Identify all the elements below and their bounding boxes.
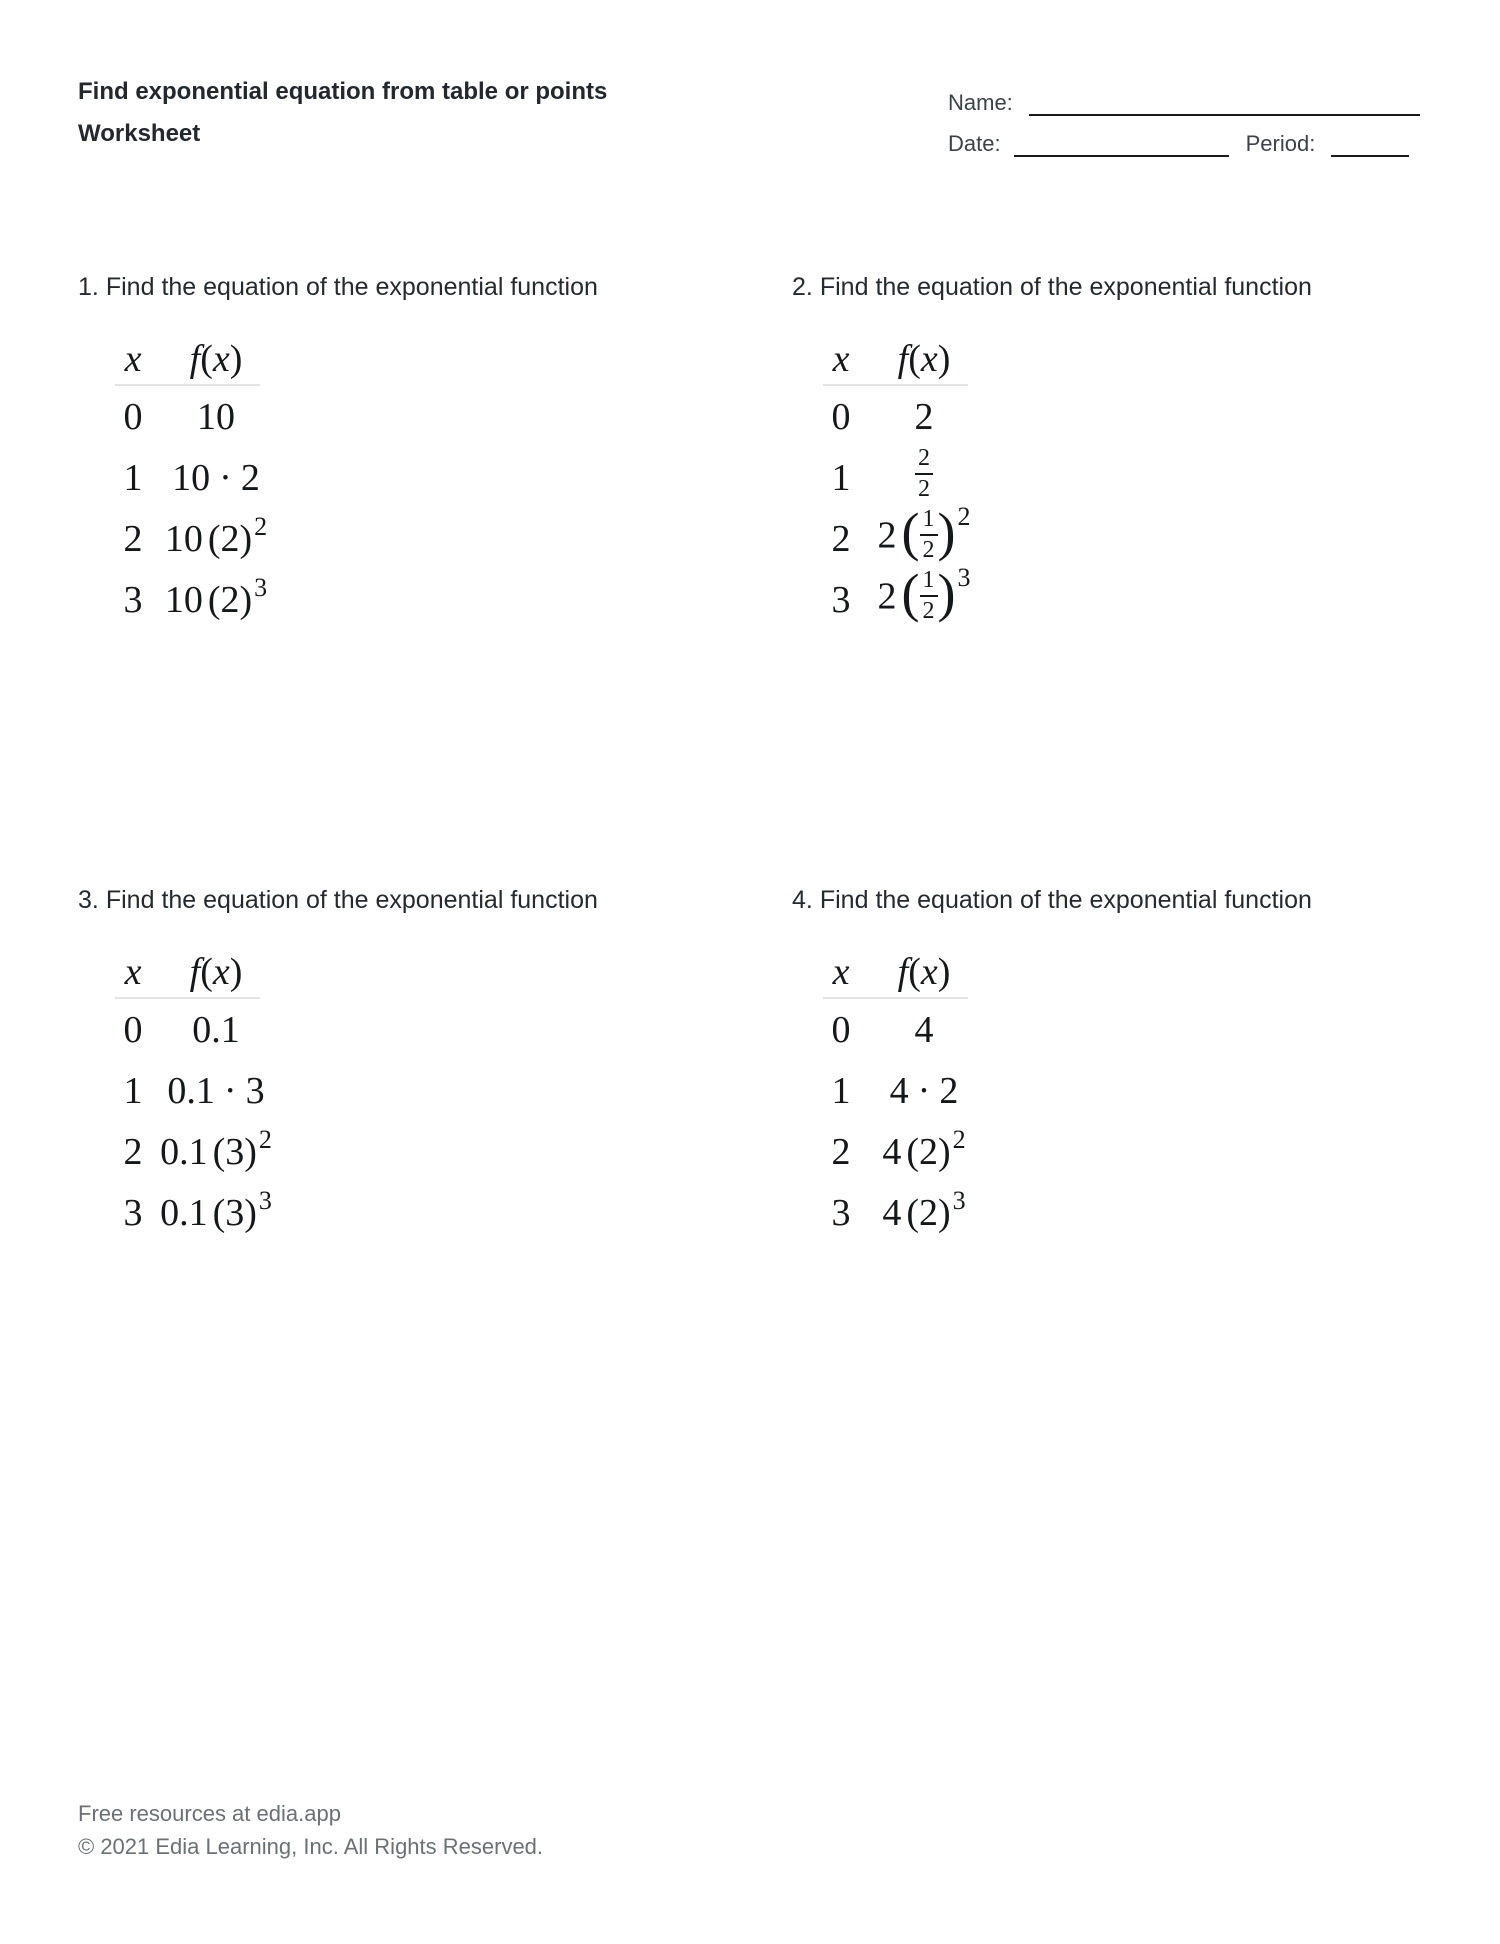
table-header — [823, 334, 968, 386]
table-header — [115, 334, 260, 386]
cell-fx-value: 4 (2)3 — [882, 1185, 966, 1234]
table-body — [823, 386, 1472, 630]
table-header-x: x — [124, 951, 142, 993]
cell-fx-value: 10 — [197, 395, 235, 438]
cell-x-value: 0 — [831, 1008, 851, 1051]
table-body — [115, 999, 758, 1243]
table-row — [823, 1182, 1472, 1243]
name-field — [948, 90, 1420, 116]
function-table — [823, 947, 1472, 1243]
table-row — [823, 1060, 1472, 1121]
footer-copyright-text: © 2021 Edia Learning, Inc. All Rights Reserved. — [78, 1834, 544, 1859]
cell-fx-value: 4 — [914, 1008, 934, 1051]
question-heading — [792, 272, 1472, 302]
cell-x-value: 3 — [123, 578, 143, 621]
page-footer — [78, 1797, 543, 1863]
cell-x-value: 1 — [831, 1069, 851, 1112]
cell-fx-value: 0.1 (3)3 — [160, 1185, 272, 1234]
fraction: $\frac{2}{2}$ — [915, 445, 933, 503]
table-row — [115, 569, 758, 630]
cell-x-value: 2 — [123, 1130, 143, 1173]
question-heading — [78, 885, 758, 915]
cell-fx-value: 2( $\frac{1}{2}$ )3 — [877, 563, 971, 624]
page-title-line1: Find exponential equation from table or points — [78, 78, 608, 105]
table-row — [823, 444, 1472, 508]
cell-fx-value: 10 (2)2 — [164, 511, 268, 560]
cell-x-value: 0 — [831, 395, 851, 438]
table-body — [115, 386, 758, 630]
period-label: Period: — [1245, 131, 1316, 156]
page-title-line2: Worksheet — [78, 120, 201, 147]
date-blank-line — [1014, 133, 1229, 157]
question-prompt: Find the equation of the exponential function — [105, 273, 598, 301]
table-header-x: x — [124, 338, 142, 380]
cell-x-value: 0 — [123, 395, 143, 438]
table-header — [115, 947, 260, 999]
table-header-x: x — [832, 338, 850, 380]
table-row — [115, 999, 758, 1060]
cell-fx-value: 4 · 2 — [889, 1069, 959, 1112]
table-row — [823, 1121, 1472, 1182]
table-row — [823, 386, 1472, 447]
fraction: $\frac{1}{2}$ — [920, 567, 938, 625]
cell-x-value: 3 — [831, 1191, 851, 1234]
question-block — [78, 885, 758, 1243]
cell-fx-value: 10 · 2 — [172, 456, 260, 499]
footer-resources-text: Free resources at edia.app — [78, 1801, 341, 1826]
date-period-field — [948, 131, 1420, 157]
table-row — [115, 1182, 758, 1243]
table-header-x: x — [832, 951, 850, 993]
cell-fx-value: 0.1 — [192, 1008, 240, 1051]
table-row — [115, 447, 758, 508]
question-block — [792, 885, 1472, 1243]
cell-x-value: 3 — [123, 1191, 143, 1234]
question-block — [78, 272, 758, 630]
question-block — [792, 272, 1472, 630]
question-prompt: Find the equation of the exponential function — [105, 886, 598, 914]
table-row — [115, 1060, 758, 1121]
question-heading — [78, 272, 758, 302]
cell-fx-value: 4 (2)2 — [882, 1124, 966, 1173]
question-number: 3. — [78, 886, 99, 914]
cell-x-value: 1 — [123, 1069, 143, 1112]
cell-fx-value — [859, 444, 989, 507]
table-row — [115, 1121, 758, 1182]
cell-x-value: 3 — [831, 578, 851, 621]
cell-fx-value: 0.1 · 3 — [167, 1069, 265, 1112]
cell-fx-value: 0.1 (3)2 — [160, 1124, 272, 1173]
table-header — [823, 947, 968, 999]
date-label: Date: — [948, 131, 1001, 156]
table-header-fx: f(x) — [897, 951, 951, 993]
cell-x-value: 1 — [831, 456, 851, 499]
table-row — [823, 502, 1472, 569]
question-heading — [792, 885, 1472, 915]
cell-fx-value: 2( $\frac{1}{2}$ )2 — [877, 502, 971, 563]
cell-x-value: 2 — [831, 1130, 851, 1173]
table-header-fx: f(x) — [189, 338, 243, 380]
question-prompt: Find the equation of the exponential function — [819, 273, 1312, 301]
table-row — [823, 563, 1472, 630]
name-label: Name: — [948, 90, 1013, 115]
table-row — [823, 999, 1472, 1060]
student-fields — [948, 90, 1420, 172]
cell-fx-value: 10 (2)3 — [164, 572, 268, 621]
fraction: $\frac{1}{2}$ — [920, 506, 938, 564]
period-blank-line — [1331, 133, 1409, 157]
question-prompt: Find the equation of the exponential function — [819, 886, 1312, 914]
page-title — [78, 71, 607, 155]
table-header-fx: f(x) — [189, 951, 243, 993]
cell-x-value: 2 — [831, 517, 851, 560]
table-row — [115, 508, 758, 569]
question-number: 4. — [792, 886, 813, 914]
cell-x-value: 2 — [123, 517, 143, 560]
cell-x-value: 1 — [123, 456, 143, 499]
table-header-fx: f(x) — [897, 338, 951, 380]
name-blank-line — [1029, 92, 1420, 116]
function-table — [823, 334, 1472, 630]
cell-fx-value: 2 — [914, 395, 934, 438]
function-table — [115, 334, 758, 630]
cell-x-value: 0 — [123, 1008, 143, 1051]
table-row — [115, 386, 758, 447]
question-number: 1. — [78, 273, 99, 301]
question-number: 2. — [792, 273, 813, 301]
function-table — [115, 947, 758, 1243]
table-body — [823, 999, 1472, 1243]
